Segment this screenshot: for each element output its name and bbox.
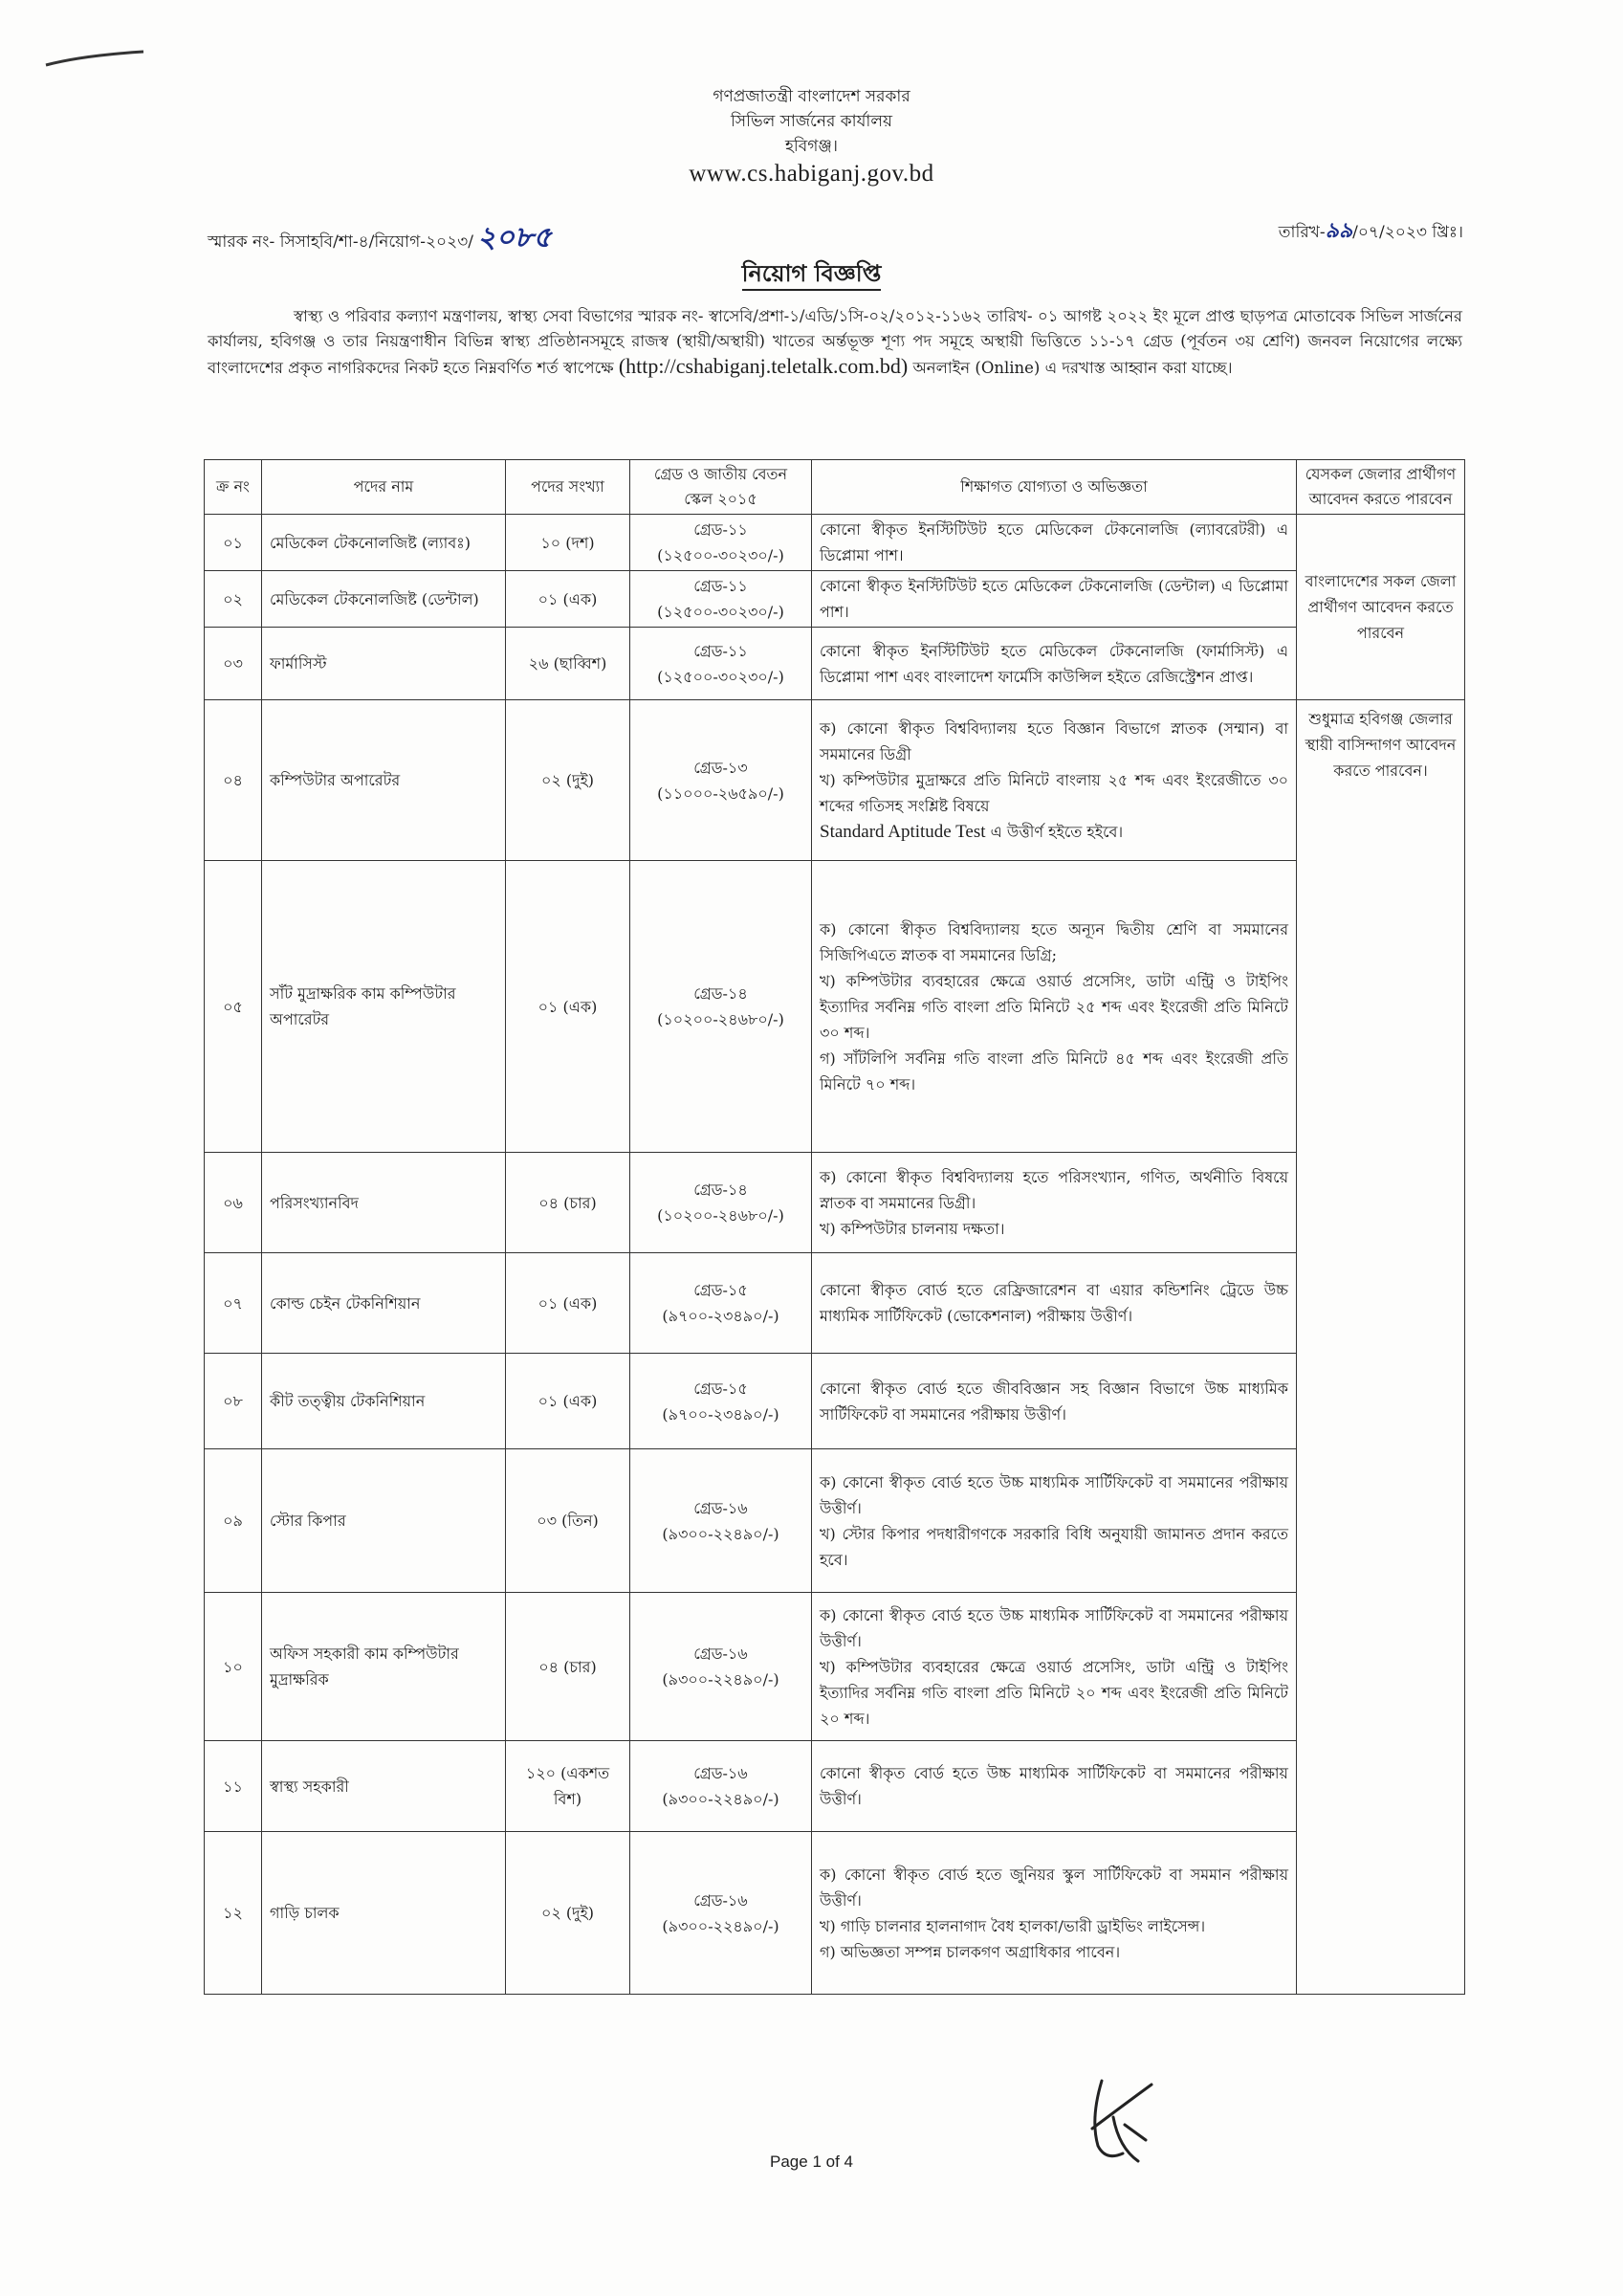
qualification-line: ক) কোনো স্বীকৃত বিশ্ববিদ্যালয় হতে পরিসংখ্যান, গণিত, অর্থনীতি বিষয়ে স্নাতক বা সমমানের ডিগ্রী। [820,1167,1288,1212]
table-row [205,1153,1465,1253]
row-qualification [812,571,1297,628]
office-name: সিভিল সার্জনের কার্যালয় [730,112,893,131]
row-post-name: সাঁট মুদ্রাক্ষরিক কাম কম্পিউটার অপারেটর [262,861,506,1153]
pay-scale: (৯৭০০-২৩৪৯০/-) [662,1404,779,1424]
row-post-count: ০২ (দুই) [506,1832,630,1995]
district-name: হবিগঞ্জ। [784,137,838,156]
row-qualification [812,1253,1297,1354]
row-grade [630,1449,812,1593]
row-grade [630,1593,812,1741]
row-grade [630,628,812,700]
table-row [205,1832,1465,1995]
row-serial: ০৩ [205,628,262,700]
website-url[interactable]: www.cs.habiganj.gov.bd [689,161,934,187]
row-grade [630,1354,812,1449]
page-number: Page 1 of 4 [770,2152,853,2171]
row-post-name: কোল্ড চেইন টেকনিশিয়ান [262,1253,506,1354]
row-serial: ০৭ [205,1253,262,1354]
pay-scale: (৯৩০০-২২৪৯০/-) [662,1916,779,1935]
qualification-line: খ) স্টোর কিপার পদধারীগণকে সরকারি বিধি অনুযায়ী জামানত প্রদান করতে হবে। [820,1524,1288,1569]
row-serial: ০৪ [205,700,262,861]
pay-scale: (১০২০০-২৪৬৮০/-) [657,1010,784,1028]
table-row [205,1253,1465,1354]
qualification-line: খ) কম্পিউটার ব্যবহারের ক্ষেত্রে ওয়ার্ড প্রসেসিং, ডাটা এন্ট্রি ও টাইপিং ইত্যাদির সর্বনিম্ন গতি বাংলা প্রতি মিনিটে ২০ শব্দ এবং ইংরেজী প্রতি মিনিটে ২০ শব্দ। [820,1657,1288,1728]
row-post-name: অফিস সহকারী কাম কম্পিউটার মুদ্রাক্ষরিক [262,1593,506,1741]
row-qualification [812,700,1297,861]
qualification-line: কোনো স্বীকৃত ইনস্টিটিউট হতে মেডিকেল টেকনোলজি (ডেন্টাল) এ ডিপ্লোমা পাশ। [820,577,1288,621]
row-qualification [812,861,1297,1153]
qualification-line: ক) কোনো স্বীকৃত বোর্ড হতে জুনিয়র স্কুল সার্টিফিকেট বা সমমান পরীক্ষায় উত্তীর্ণ। [820,1865,1288,1910]
row-serial: ০৬ [205,1153,262,1253]
date-handwritten-day: ৯৯ [1325,218,1353,243]
grade-label: গ্রেড-১৫ [693,1379,748,1398]
row-serial: ১২ [205,1832,262,1995]
qualification-line: কোনো স্বীকৃত ইনস্টিটিউট হতে মেডিকেল টেকনোলজি (ল্যাবরেটরী) এ ডিপ্লোমা পাশ। [820,520,1288,564]
pay-scale: (৯৭০০-২৩৪৯০/-) [662,1307,779,1325]
row-post-name: ফার্মাসিস্ট [262,628,506,700]
header-grade: গ্রেড ও জাতীয় বেতন স্কেল ২০১৫ [630,460,812,515]
signature [1064,2062,1178,2167]
row-qualification [812,515,1297,571]
qualification-line: কোনো স্বীকৃত বোর্ড হতে রেফ্রিজারেশন বা এয়ার কন্ডিশনিং ট্রেডে উচ্চ মাধ্যমিক সার্টিফিকেট (ভোকেশনাল) পরীক্ষায় উত্তীর্ণ। [820,1281,1288,1325]
row-grade [630,1741,812,1832]
qualification-line: ক) কোনো স্বীকৃত বিশ্ববিদ্যালয় হতে অন্যূন দ্বিতীয় শ্রেণি বা সমমানের সিজিপিএতে স্নাতক বা সমমানের ডিগ্রি; [820,919,1288,964]
row-post-count: ২৬ (ছাব্বিশ) [506,628,630,700]
grade-label: গ্রেড-১৪ [693,1181,748,1199]
pay-scale: (৯৩০০-২২৪৯০/-) [662,1524,779,1543]
grade-label: গ্রেড-১৬ [693,1498,748,1517]
grade-label: গ্রেড-১১ [693,577,748,595]
vacancy-table [204,459,1465,1995]
table-row [205,571,1465,628]
notice-title: নিয়োগ বিজ্ঞপ্তি [0,256,1623,295]
row-post-count: ০৪ (চার) [506,1153,630,1253]
row-post-name: স্বাস্থ্য সহকারী [262,1741,506,1832]
row-post-count: ০১ (এক) [506,861,630,1153]
grade-label: গ্রেড-১৬ [693,1890,748,1910]
row-qualification [812,1741,1297,1832]
row-eligible-districts: শুধুমাত্র হবিগঞ্জ জেলার স্থায়ী বাসিন্দাগণ আবেদন করতে পারবেন। [1297,700,1465,1995]
row-serial: ০৯ [205,1449,262,1593]
row-post-name: পরিসংখ্যানবিদ [262,1153,506,1253]
intro-text-end: অনলাইন (Online) এ দরখাস্ত আহ্বান করা যাচ্ছে। [912,359,1233,377]
table-row [205,700,1465,861]
row-grade [630,571,812,628]
qualification-line: ক) কোনো স্বীকৃত বিশ্ববিদ্যালয় হতে বিজ্ঞান বিভাগে স্নাতক (সম্মান) বা সমমানের ডিগ্রী [820,719,1288,763]
memo-label: স্মারক নং- সিসাহবি/শা-৪/নিয়োগ-২০২৩/ [208,232,473,252]
row-serial: ১০ [205,1593,262,1741]
pay-scale: (১২৫০০-৩০২৩০/-) [657,546,784,564]
memo-handwritten-number: ২০৮৫ [476,221,552,254]
row-post-name: কম্পিউটার অপারেটর [262,700,506,861]
table-header-row [205,460,1465,515]
table-row [205,1449,1465,1593]
table-row [205,1354,1465,1449]
grade-label: গ্রেড-১৩ [693,758,748,777]
row-post-count: ০২ (দুই) [506,700,630,861]
header-districts: যেসকল জেলার প্রার্থীগণ আবেদন করতে পারবেন [1297,460,1465,515]
letterhead [0,84,1623,189]
row-grade [630,1832,812,1995]
row-qualification [812,1593,1297,1741]
aptitude-test-tail: এ উত্তীর্ণ হইতে হইবে। [985,823,1124,841]
grade-label: গ্রেড-১১ [693,641,748,660]
qualification-line: ক) কোনো স্বীকৃত বোর্ড হতে উচ্চ মাধ্যমিক সার্টিফিকেট বা সমমানের পরীক্ষায় উত্তীর্ণ। [820,1472,1288,1517]
table-row [205,1593,1465,1741]
row-grade [630,861,812,1153]
row-post-name: স্টোর কিপার [262,1449,506,1593]
application-site-link[interactable]: (http://cshabiganj.teletalk.com.bd) [618,354,909,378]
row-post-count: ০৪ (চার) [506,1593,630,1741]
row-post-count: ০১ (এক) [506,571,630,628]
pen-stroke-mark [44,48,145,69]
government-name: গণপ্রজাতন্ত্রী বাংলাদেশ সরকার [713,87,910,106]
grade-label: গ্রেড-১৫ [693,1281,748,1299]
row-qualification [812,628,1297,700]
row-grade [630,700,812,861]
qualification-line: খ) কম্পিউটার ব্যবহারের ক্ষেত্রে ওয়ার্ড প্রসেসিং, ডাটা এন্ট্রি ও টাইপিং ইত্যাদির সর্বনিম্ন গতি বাংলা প্রতি মিনিটে ২৫ শব্দ এবং ইংরেজী প্রতি মিনিটে ৩০ শব্দ। [820,971,1288,1042]
header-count: পদের সংখ্যা [506,460,630,515]
grade-label: গ্রেড-১৬ [693,1645,748,1663]
row-serial: ০২ [205,571,262,628]
pay-scale: (৯৩০০-২২৪৯০/-) [662,1670,779,1689]
pay-scale: (৯৩০০-২২৪৯০/-) [662,1790,779,1808]
qualification-line: খ) কম্পিউটার মুদ্রাক্ষরে প্রতি মিনিটে বাংলায় ২৫ শব্দ এবং ইংরেজীতে ৩০ শব্দের গতিসহ সংশ্লিষ্ট বিষয়ে [820,771,1288,815]
qualification-line: ক) কোনো স্বীকৃত বোর্ড হতে উচ্চ মাধ্যমিক সার্টিফিকেট বা সমমানের পরীক্ষায় উত্তীর্ণ। [820,1605,1288,1650]
header-serial: ক্র নং [205,460,262,515]
date-rest: /০৭/২০২৩ খ্রিঃ। [1352,223,1463,242]
intro-text: স্বাস্থ্য ও পরিবার কল্যাণ মন্ত্রণালয়, স্বাস্থ্য সেবা বিভাগের স্মারক নং- স্বাসেবি/প্রশা-১/এডি/১সি-০২/২০১২-১১৬২ তারিখ- ০১ আগষ্ট ২০২২ ইং মূলে প্রাপ্ত ছাড়পত্র মোতাবেক সিভিল সার্জনের কার্যালয়, হবিগঞ্জ ও তার নিয়ন্ত্রণাধীন বিভিন্ন স্বাস্থ্য প্রতিষ্ঠানসমূহে রাজস্ব (স্থায়ী/অস্থায়ী) খাতের অর্ন্তভূক্ত শূণ্য পদ সমূহে অস্থায়ী ভিত্তিতে ১১-১৭ গ্রেড (পূর্বতন ৩য় শ্রেণি) জনবল নিয়োগের লক্ষ্যে বাংলাদেশের প্রকৃত নাগরিকদের নিকট হতে নিম্নবর্ণিত শর্ত স্বাপেক্ষে [208,307,1462,377]
row-post-name: মেডিকেল টেকনোলজিষ্ট (ল্যাবঃ) [262,515,506,571]
grade-label: গ্রেড-১১ [693,520,748,539]
memo-date [1279,214,1463,250]
row-post-name: গাড়ি চালক [262,1832,506,1995]
row-serial: ০১ [205,515,262,571]
aptitude-test-name: Standard Aptitude Test [820,822,986,842]
row-qualification [812,1449,1297,1593]
row-post-count: ০১ (এক) [506,1354,630,1449]
row-qualification [812,1354,1297,1449]
row-serial: ০৫ [205,861,262,1153]
row-eligible-districts: বাংলাদেশের সকল জেলা প্রার্থীগণ আবেদন করতে পারবেন [1297,515,1465,700]
row-post-name: মেডিকেল টেকনোলজিষ্ট (ডেন্টাল) [262,571,506,628]
grade-label: গ্রেড-১৪ [693,984,748,1003]
row-serial: ১১ [205,1741,262,1832]
header-post: পদের নাম [262,460,506,515]
grade-label: গ্রেড-১৬ [693,1764,748,1782]
row-serial: ০৮ [205,1354,262,1449]
qualification-line: কোনো স্বীকৃত ইনস্টিটিউট হতে মেডিকেল টেকনোলজি (ফার্মাসিস্ট) এ ডিপ্লোমা পাশ এবং বাংলাদেশ ফার্মেসি কাউন্সিল হইতে রেজিস্ট্রেশন প্রাপ্ত। [820,641,1288,686]
date-label: তারিখ- [1278,223,1326,242]
qualification-line [820,819,1288,845]
table-row [205,515,1465,571]
pay-scale: (১১০০০-২৬৫৯০/-) [657,784,784,803]
pay-scale: (১২৫০০-৩০২৩০/-) [657,603,784,621]
qualification-line: কোনো স্বীকৃত বোর্ড হতে উচ্চ মাধ্যমিক সার্টিফিকেট বা সমমানের পরীক্ষায় উত্তীর্ণ। [820,1764,1288,1808]
row-grade [630,1253,812,1354]
qualification-line: কোনো স্বীকৃত বোর্ড হতে জীববিজ্ঞান সহ বিজ্ঞান বিভাগে উচ্চ মাধ্যমিক সার্টিফিকেট বা সমমানের পরীক্ষায় উত্তীর্ণ। [820,1379,1288,1424]
table-row [205,628,1465,700]
row-grade [630,1153,812,1253]
pay-scale: (১০২০০-২৪৬৮০/-) [657,1206,784,1225]
row-post-name: কীট তত্ত্বীয় টেকনিশিয়ান [262,1354,506,1449]
qualification-line: গ) অভিজ্ঞতা সম্পন্ন চালকগণ অগ্রাধিকার পাবেন। [820,1942,1121,1961]
row-post-count: ১২০ (একশত বিশ) [506,1741,630,1832]
qualification-line: খ) কম্পিউটার চালনায় দক্ষতা। [820,1219,1005,1238]
row-grade [630,515,812,571]
row-qualification [812,1153,1297,1253]
qualification-line: গ) সাঁটলিপি সর্বনিম্ন গতি বাংলা প্রতি মিনিটে ৪৫ শব্দ এবং ইংরেজী প্রতি মিনিটে ৭০ শব্দ। [820,1049,1288,1093]
header-qualification: শিক্ষাগত যোগ্যতা ও অভিজ্ঞতা [812,460,1297,515]
row-post-count: ১০ (দশ) [506,515,630,571]
row-post-count: ০১ (এক) [506,1253,630,1354]
row-qualification [812,1832,1297,1995]
pay-scale: (১২৫০০-৩০২৩০/-) [657,667,784,686]
qualification-line: খ) গাড়ি চালনার হালনাগাদ বৈধ হালকা/ভারী ড্রাইভিং লাইসেন্স। [820,1916,1206,1935]
intro-paragraph [208,304,1462,381]
row-post-count: ০৩ (তিন) [506,1449,630,1593]
table-row [205,861,1465,1153]
table-row [205,1741,1465,1832]
